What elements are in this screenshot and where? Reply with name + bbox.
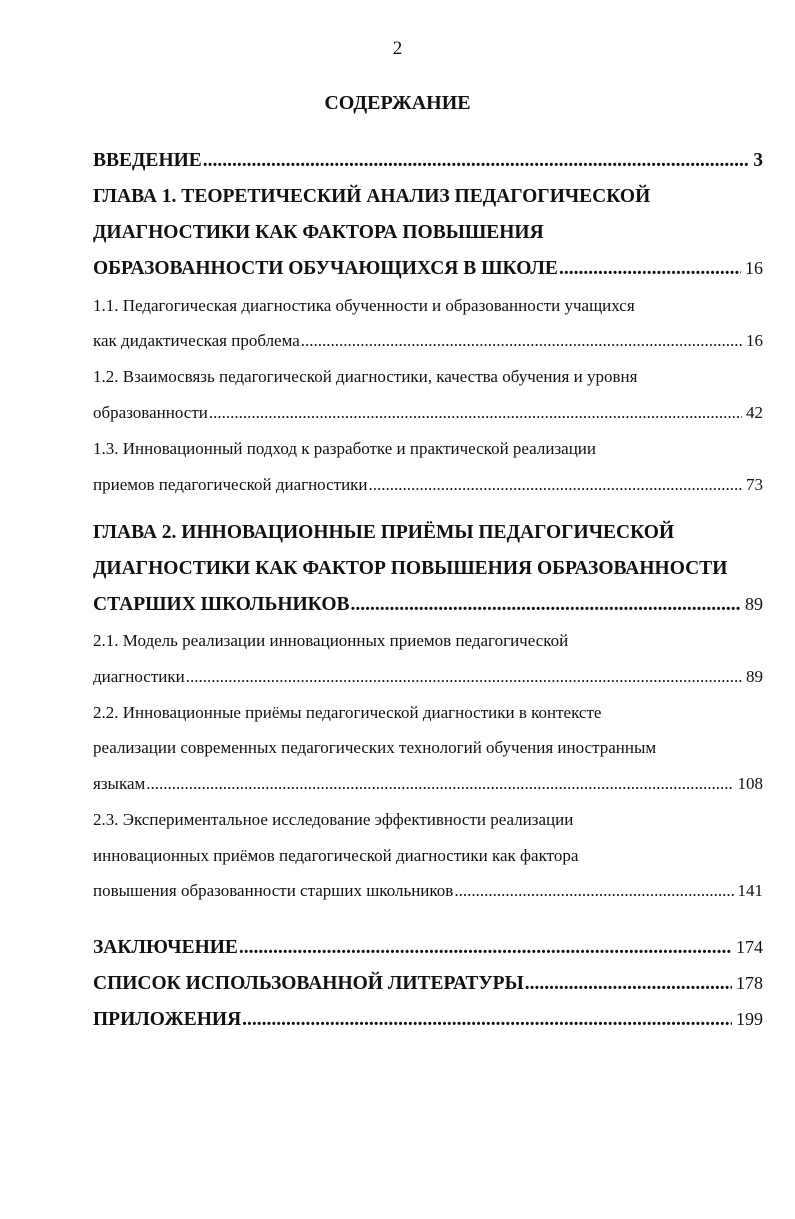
toc-leader bbox=[559, 258, 741, 280]
chapter1-heading-line1[interactable]: ГЛАВА 1. ТЕОРЕТИЧЕСКИЙ АНАЛИЗ ПЕДАГОГИЧЕСКОЙ bbox=[93, 186, 651, 207]
toc-entry-references[interactable] bbox=[93, 973, 763, 995]
toc-leader bbox=[369, 475, 742, 495]
toc-entry-intro[interactable] bbox=[93, 150, 763, 172]
toc-page: 42 bbox=[746, 403, 763, 422]
toc-label: ПРИЛОЖЕНИЯ bbox=[93, 1009, 242, 1030]
toc-entry-section-1-3[interactable] bbox=[93, 475, 763, 495]
toc-entry-conclusion[interactable] bbox=[93, 937, 763, 959]
chapter2-heading-line1[interactable]: ГЛАВА 2. ИННОВАЦИОННЫЕ ПРИЁМЫ ПЕДАГОГИЧЕСКОЙ bbox=[93, 522, 675, 543]
toc-leader bbox=[186, 667, 742, 687]
toc-leader bbox=[454, 881, 733, 901]
toc-section-2-2-line2[interactable]: реализации современных педагогических технологий обучения иностранным bbox=[93, 738, 657, 757]
toc-entry-appendices[interactable] bbox=[93, 1009, 763, 1031]
toc-page: 3 bbox=[753, 150, 763, 171]
page-number: 2 bbox=[392, 38, 403, 59]
chapter2-heading-line2[interactable]: ДИАГНОСТИКИ КАК ФАКТОР ПОВЫШЕНИЯ ОБРАЗОВАННОСТИ bbox=[93, 558, 728, 579]
toc-page: 73 bbox=[746, 475, 763, 494]
toc-leader bbox=[203, 150, 749, 172]
chapter1-heading-line2[interactable]: ДИАГНОСТИКИ КАК ФАКТОРА ПОВЫШЕНИЯ bbox=[93, 222, 544, 243]
toc-entry-section-1-1[interactable] bbox=[93, 331, 763, 351]
toc-label: ВВЕДЕНИЕ bbox=[93, 150, 202, 171]
toc-label: СТАРШИХ ШКОЛЬНИКОВ bbox=[93, 594, 350, 615]
toc-label: образованности bbox=[93, 403, 208, 422]
toc-leader bbox=[146, 774, 733, 794]
toc-section-2-3-line1[interactable]: 2.3. Экспериментальное исследование эффективности реализации bbox=[93, 810, 574, 829]
toc-label: повышения образованности старших школьников bbox=[93, 881, 454, 900]
toc-label: ОБРАЗОВАННОСТИ ОБУЧАЮЩИХСЯ В ШКОЛЕ bbox=[93, 258, 558, 279]
toc-leader bbox=[239, 937, 732, 959]
toc-section-2-3-line2[interactable]: инновационных приёмов педагогической диагностики как фактора bbox=[93, 846, 579, 865]
toc-section-2-1-line1[interactable]: 2.1. Модель реализации инновационных приемов педагогической bbox=[93, 631, 569, 650]
toc-label: языкам bbox=[93, 774, 146, 793]
toc-page: 16 bbox=[746, 331, 763, 350]
toc-page: 199 bbox=[736, 1009, 763, 1029]
page-title: СОДЕРЖАНИЕ bbox=[324, 92, 471, 114]
toc-page: 108 bbox=[737, 774, 763, 793]
toc-label: диагностики bbox=[93, 667, 185, 686]
toc-page: 89 bbox=[746, 667, 763, 686]
toc-entry-section-1-2[interactable] bbox=[93, 403, 763, 423]
toc-section-1-2-line1[interactable]: 1.2. Взаимосвязь педагогической диагностики, качества обучения и уровня bbox=[93, 367, 638, 386]
toc-entry-chapter2[interactable] bbox=[93, 594, 763, 616]
toc-leader bbox=[242, 1009, 732, 1031]
toc-leader bbox=[301, 331, 742, 351]
toc-section-2-2-line1[interactable]: 2.2. Инновационные приёмы педагогической диагностики в контексте bbox=[93, 703, 602, 722]
toc-page: 16 bbox=[745, 258, 763, 278]
toc-page: 141 bbox=[737, 881, 763, 900]
toc-label: СПИСОК ИСПОЛЬЗОВАННОЙ ЛИТЕРАТУРЫ bbox=[93, 973, 524, 994]
toc-leader bbox=[525, 973, 732, 995]
toc-section-1-1-line1[interactable]: 1.1. Педагогическая диагностика обученности и образованности учащихся bbox=[93, 296, 635, 315]
toc-label: приемов педагогической диагностики bbox=[93, 475, 368, 494]
toc-leader bbox=[209, 403, 742, 423]
toc-entry-chapter1[interactable] bbox=[93, 258, 763, 280]
toc-page: 89 bbox=[745, 594, 763, 614]
toc-leader bbox=[351, 594, 742, 616]
toc-section-1-3-line1[interactable]: 1.3. Инновационный подход к разработке и практической реализации bbox=[93, 439, 596, 458]
toc-entry-section-2-2[interactable] bbox=[93, 774, 763, 794]
toc-label: ЗАКЛЮЧЕНИЕ bbox=[93, 937, 238, 958]
toc-page: 178 bbox=[736, 973, 763, 993]
toc-entry-section-2-3[interactable] bbox=[93, 881, 763, 901]
toc-label: как дидактическая проблема bbox=[93, 331, 300, 350]
toc-entry-section-2-1[interactable] bbox=[93, 667, 763, 687]
toc-page: 174 bbox=[736, 937, 763, 957]
